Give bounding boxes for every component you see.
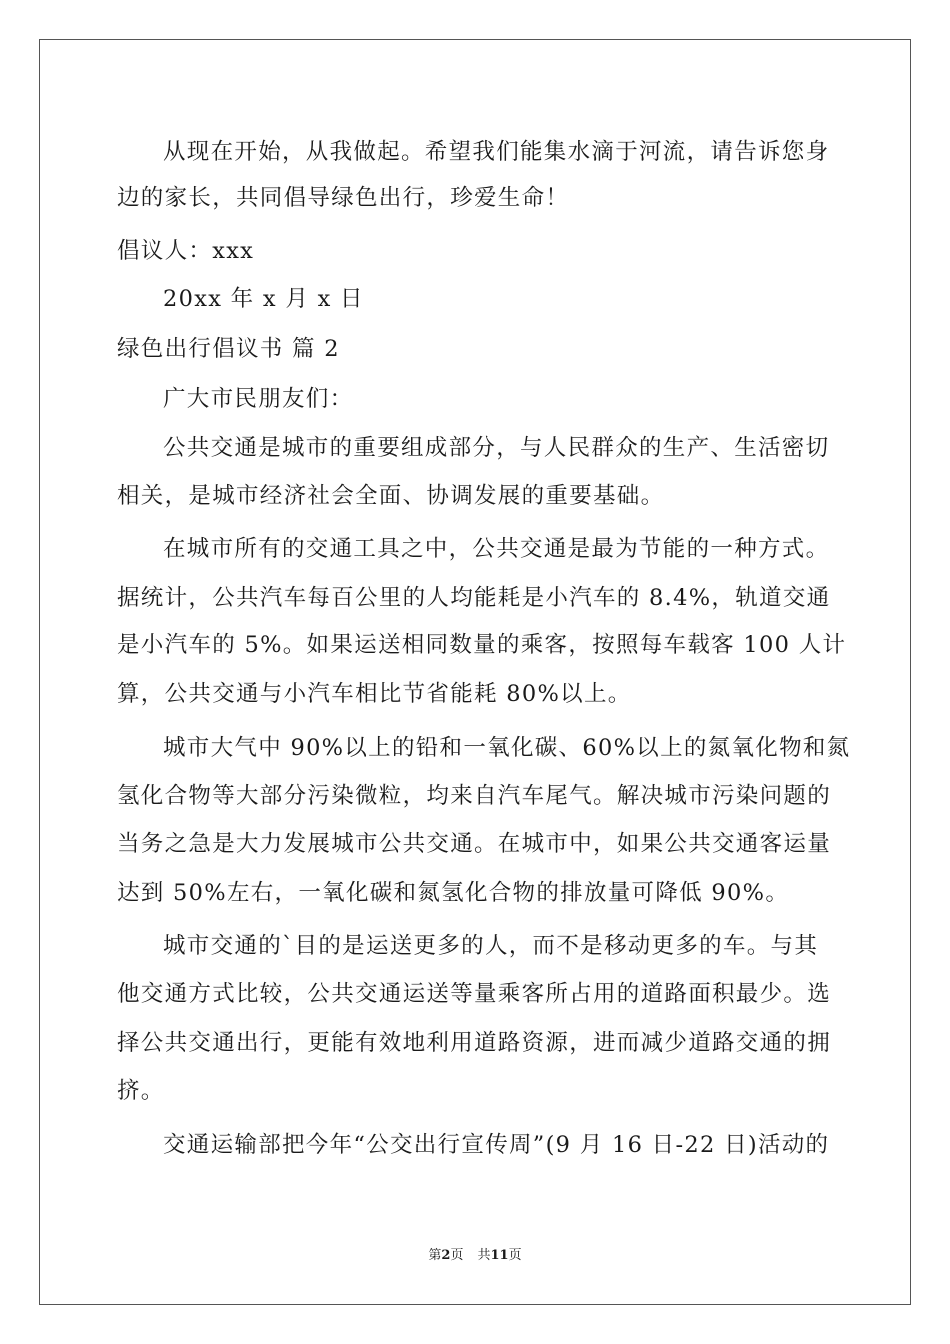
paragraph-line: 据统计，公共汽车每百公里的人均能耗是小汽车的 8.4%，轨道交通 <box>117 585 831 611</box>
footer-total-suffix: 页 <box>508 1248 522 1263</box>
footer-page-prefix: 第 <box>428 1248 442 1263</box>
paragraph-line: 交通运输部把今年“公交出行宣传周”(9 月 16 日-22 日)活动的 <box>163 1132 830 1158</box>
date-line: 20xx 年 x 月 x 日 <box>163 286 364 312</box>
footer-page-suffix: 页 <box>450 1248 464 1263</box>
paragraph-line: 城市交通的`目的是运送更多的人，而不是移动更多的车。与其 <box>163 933 819 959</box>
paragraph-line: 他交通方式比较，公共交通运送等量乘客所占用的道路面积最少。选 <box>117 981 832 1007</box>
section-heading: 绿色出行倡议书 篇 2 <box>117 336 340 362</box>
paragraph-line: 相关，是城市经济社会全面、协调发展的重要基础。 <box>117 483 665 509</box>
paragraph-line: 从现在开始，从我做起。希望我们能集水滴于河流，请告诉您身 <box>163 139 830 165</box>
paragraph-line: 氢化合物等大部分污染微粒，均来自汽车尾气。解决城市污染问题的 <box>117 783 832 809</box>
paragraph-line: 在城市所有的交通工具之中，公共交通是最为节能的一种方式。 <box>163 536 830 562</box>
page-footer <box>0 1248 950 1264</box>
page-frame <box>39 39 911 1305</box>
paragraph-line: 择公共交通出行，更能有效地利用道路资源，进而减少道路交通的拥 <box>117 1030 832 1056</box>
footer-total-pages: 11 <box>490 1248 509 1263</box>
signatory-line: 倡议人：xxx <box>117 238 255 264</box>
paragraph-line: 城市大气中 90%以上的铅和一氧化碳、60%以上的氮氧化物和氮 <box>163 735 851 761</box>
salutation-line: 广大市民朋友们： <box>163 386 354 412</box>
paragraph-line: 公共交通是城市的重要组成部分，与人民群众的生产、生活密切 <box>163 435 830 461</box>
paragraph-line: 当务之急是大力发展城市公共交通。在城市中，如果公共交通客运量 <box>117 831 832 857</box>
paragraph-line: 是小汽车的 5%。如果运送相同数量的乘客，按照每车载客 100 人计 <box>117 632 847 658</box>
paragraph-line: 挤。 <box>117 1078 165 1104</box>
paragraph-line: 算，公共交通与小汽车相比节省能耗 80%以上。 <box>117 681 632 707</box>
footer-total-prefix: 共 <box>477 1248 491 1263</box>
paragraph-line: 边的家长，共同倡导绿色出行，珍爱生命！ <box>117 185 570 211</box>
paragraph-line: 达到 50%左右，一氧化碳和氮氢化合物的排放量可降低 90%。 <box>117 880 790 906</box>
footer-page-number: 2 <box>441 1248 451 1263</box>
